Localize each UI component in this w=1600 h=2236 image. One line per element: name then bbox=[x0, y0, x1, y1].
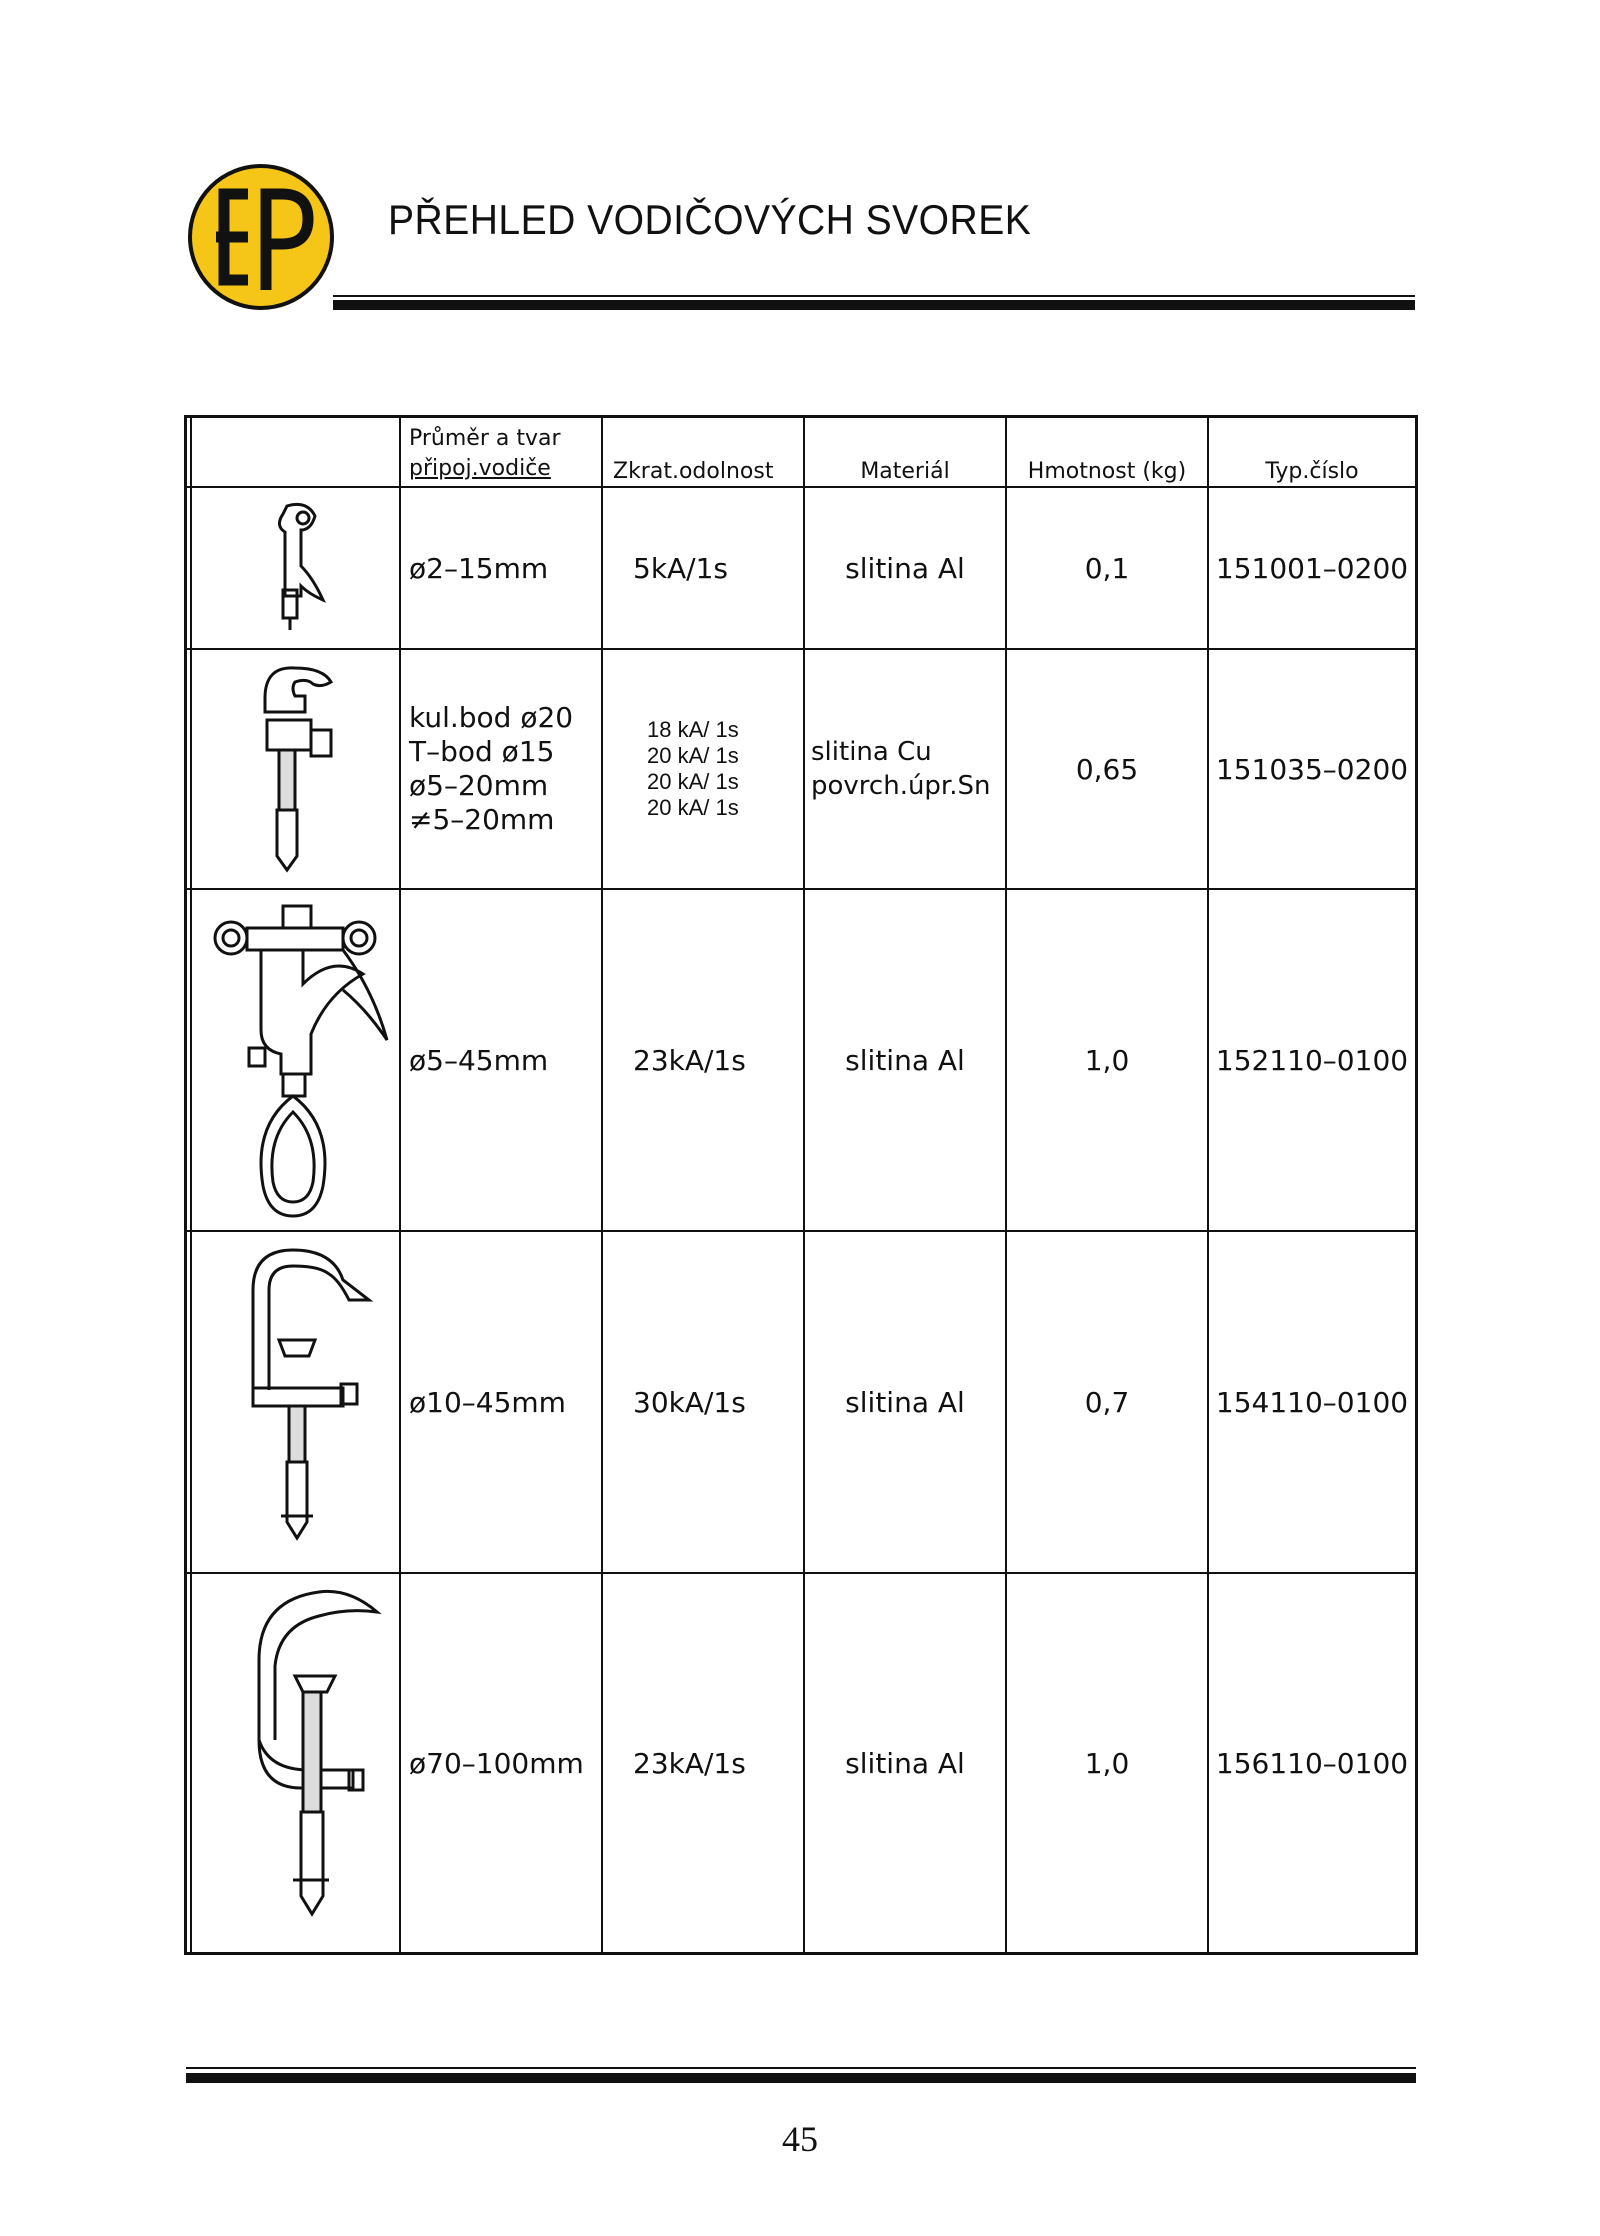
header-rule-thick bbox=[333, 300, 1415, 310]
row1-short-circuit: 5kA/1s bbox=[633, 551, 729, 585]
small-clamp-icon bbox=[247, 498, 357, 638]
row5-type-number: 156110–0100 bbox=[1215, 1746, 1409, 1780]
row5-material: slitina Al bbox=[845, 1746, 965, 1780]
row1-material: slitina Al bbox=[845, 551, 965, 585]
row3-type-number: 152110–0100 bbox=[1215, 1043, 1409, 1077]
footer-rule-thick bbox=[186, 2073, 1416, 2083]
header-weight: Hmotnost (kg) bbox=[1027, 459, 1187, 484]
spring-jaw-clamp-icon bbox=[209, 898, 395, 1222]
row1-type-number: 151001–0200 bbox=[1215, 551, 1409, 585]
row5-weight: 1,0 bbox=[1084, 1746, 1130, 1780]
header-short-circuit: Zkrat.odolnost bbox=[613, 459, 774, 484]
row4-short-circuit: 30kA/1s bbox=[633, 1385, 746, 1419]
row3-short-circuit: 23kA/1s bbox=[633, 1043, 746, 1077]
row3-material: slitina Al bbox=[845, 1043, 965, 1077]
header-material: Materiál bbox=[860, 459, 950, 484]
row2-short-circuit: 18 kA/ 1s 20 kA/ 1s 20 kA/ 1s 20 kA/ 1s bbox=[647, 717, 739, 820]
row4-weight: 0,7 bbox=[1084, 1385, 1130, 1419]
ep-logo bbox=[186, 162, 336, 312]
footer-rule-thin bbox=[186, 2067, 1416, 2069]
row2-type-number: 151035–0200 bbox=[1215, 752, 1409, 786]
c-hook-clamp-icon bbox=[223, 1240, 383, 1564]
page-title: PŘEHLED VODIČOVÝCH SVOREK bbox=[388, 196, 1032, 243]
row3-weight: 1,0 bbox=[1084, 1043, 1130, 1077]
large-hook-clamp-icon bbox=[223, 1580, 383, 1950]
row3-diameter: ø5–45mm bbox=[409, 1043, 549, 1077]
page-number: 45 bbox=[782, 2119, 818, 2159]
ball-point-clamp-icon bbox=[237, 658, 357, 880]
row4-type-number: 154110–0100 bbox=[1215, 1385, 1409, 1419]
row2-material: slitina Cu povrch.úpr.Sn bbox=[811, 737, 991, 801]
row1-diameter: ø2–15mm bbox=[409, 551, 549, 585]
row1-weight: 0,1 bbox=[1084, 551, 1130, 585]
clamp-table bbox=[184, 415, 1418, 1955]
row5-short-circuit: 23kA/1s bbox=[633, 1746, 746, 1780]
header-rule-thin bbox=[333, 295, 1415, 297]
header-diameter: Průměr a tvar připoj.vodiče bbox=[409, 426, 561, 481]
row2-diameter: kul.bod ø20 T–bod ø15 ø5–20mm ≠5–20mm bbox=[409, 701, 574, 836]
row4-diameter: ø10–45mm bbox=[409, 1385, 566, 1419]
header-type-number: Typ.číslo bbox=[1265, 459, 1359, 484]
row2-weight: 0,65 bbox=[1075, 752, 1139, 786]
row5-diameter: ø70–100mm bbox=[409, 1746, 584, 1780]
row4-material: slitina Al bbox=[845, 1385, 965, 1419]
